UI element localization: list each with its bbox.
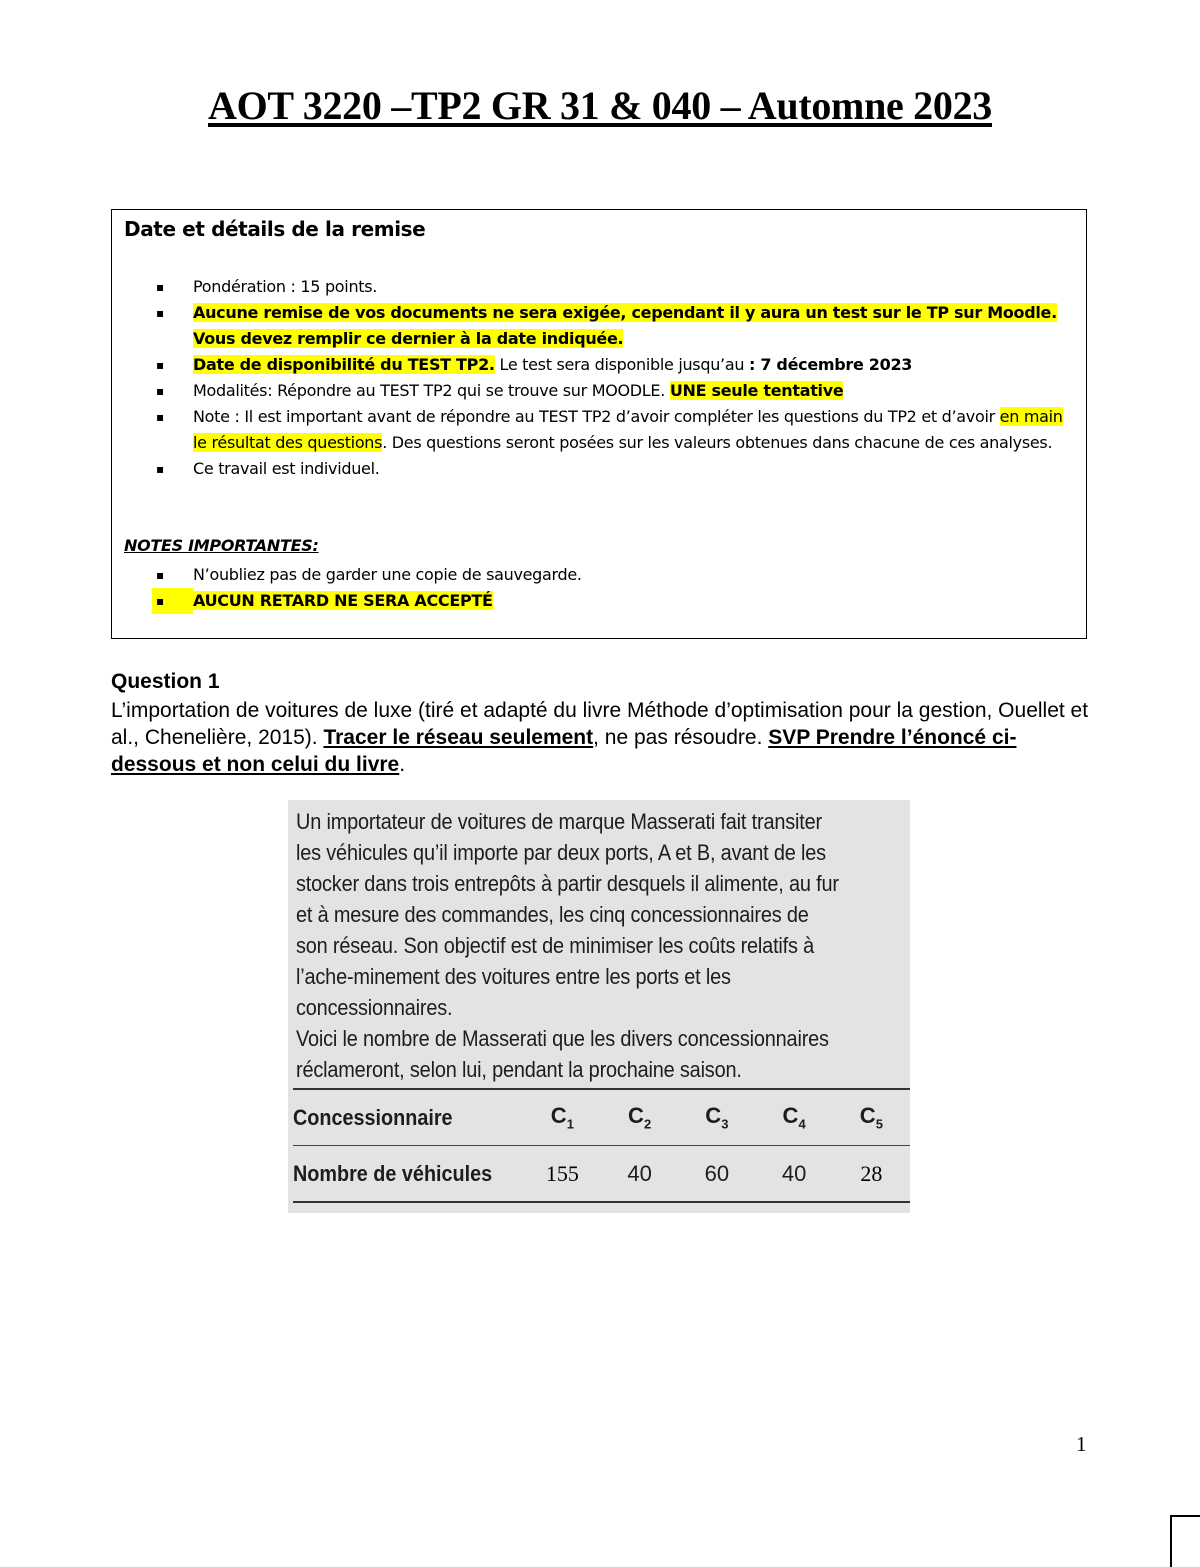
dealer-cell: $C_5$ — [833, 1089, 910, 1146]
scan-text-block — [296, 806, 845, 1085]
list-item — [112, 300, 1086, 352]
scanned-excerpt — [288, 800, 910, 1213]
vehicles-cell: 60 — [678, 1146, 755, 1203]
no-late-notice: AUCUN RETARD NE SERA ACCEPTÉ — [193, 591, 493, 610]
list-item — [112, 562, 1086, 588]
backup-note: N’oubliez pas de garder une copie de sauvegarde. — [193, 565, 582, 584]
modalities-text: Modalités: Répondre au TEST TP2 qui se trouve sur MOODLE. — [193, 381, 670, 400]
box-heading: Date et détails de la remise — [124, 217, 426, 241]
vehicles-cell: 40 — [755, 1146, 832, 1203]
due-date: : 7 décembre 2023 — [748, 355, 913, 374]
bullet-icon: ▪ — [152, 588, 193, 614]
vehicles-cell: 40 — [601, 1146, 678, 1203]
dealer-cell: $C_4$ — [755, 1089, 832, 1146]
list-item — [112, 352, 1086, 378]
dealer-header: Concessionnaire — [293, 1089, 501, 1146]
bullet-icon: ▪ — [156, 410, 164, 424]
question-text — [111, 697, 1101, 778]
scan-paragraph-2: Voici le nombre de Masserati que les divers concessionnaires réclameront, selon lui, pendant la prochaine saison. — [296, 1026, 829, 1082]
note-text-a: Note : Il est important avant de répondre au TEST TP2 d’avoir compléter les questions du TP2 et d’avoir — [193, 407, 1000, 426]
list-item — [112, 274, 1086, 300]
vehicles-cell: 28 — [833, 1146, 910, 1203]
bullet-icon: ▪ — [156, 384, 164, 398]
dealer-cell: $C_3$ — [678, 1089, 755, 1146]
weighting-text: Pondération : 15 points. — [193, 277, 378, 296]
availability-label: Date de disponibilité du TEST TP2. — [193, 355, 495, 374]
demand-table — [293, 1088, 910, 1203]
notes-list — [112, 562, 1086, 614]
single-attempt-notice: UNE seule tentative — [669, 381, 844, 400]
bullet-icon: ▪ — [156, 568, 164, 582]
page-number: 1 — [1076, 1432, 1087, 1456]
dealer-cell: $C_2$ — [601, 1089, 678, 1146]
question-heading: Question 1 — [111, 670, 220, 693]
bullet-icon: ▪ — [156, 358, 164, 372]
vehicles-cell: 155 — [524, 1146, 601, 1203]
question-end: . — [399, 753, 406, 776]
details-list — [112, 274, 1086, 482]
table-row — [293, 1146, 910, 1203]
availability-text: Le test sera disponible jusqu’au — [494, 355, 749, 374]
table-row — [293, 1089, 910, 1146]
notes-heading: NOTES IMPORTANTES: — [124, 536, 319, 555]
document-title: AOT 3220 –TP2 GR 31 & 040 – Automne 2023 — [208, 83, 992, 128]
bullet-icon: ▪ — [156, 462, 164, 476]
bullet-icon: ▪ — [156, 306, 164, 320]
submission-details-box — [111, 209, 1087, 639]
no-submission-notice: Aucune remise de vos documents ne sera exigée, cependant il y aura un test sur le TP sur Moodle. Vous devez remplir ce dernier à la date indiquée. — [193, 303, 1057, 348]
bullet-icon: ▪ — [156, 280, 164, 294]
question-intro: L’importation de voitures de luxe (tiré et adapté du livre Méthode d’optimisation pour la gestion, Ouellet et al., Chenelière, 2015). — [111, 699, 1089, 749]
vehicles-header: Nombre de véhicules — [293, 1146, 501, 1203]
page-corner-mark — [1170, 1515, 1200, 1567]
list-item — [112, 404, 1086, 456]
dealer-cell: $C_1$ — [524, 1089, 601, 1146]
instruction-use-statement: SVP Prendre l’énoncé ci-dessous et non celui du livre — [111, 726, 1017, 776]
individual-work-text: Ce travail est individuel. — [193, 459, 380, 478]
list-item — [112, 588, 1086, 614]
list-item — [112, 378, 1086, 404]
note-text-b: . Des questions seront posées sur les valeurs obtenues dans chacune de ces analyses. — [382, 433, 1053, 452]
list-item — [112, 456, 1086, 482]
question-mid: , ne pas résoudre. — [593, 726, 769, 749]
note-highlight: en main le résultat des questions — [193, 407, 1063, 452]
instruction-draw-network: Tracer le réseau seulement — [323, 726, 594, 749]
scan-paragraph-1: Un importateur de voitures de marque Masserati fait transiter les véhicules qu’il importe par deux ports, A et B, avant de les stocker dans trois entrepôts à partir desquels il alimente, au fur et à mesure des commandes, les cinq concessionnaires de son réseau. Son objectif est de minimiser les coûts relatifs à l’ache-minement des voitures entre les ports et les concessionnaires. — [296, 809, 839, 1020]
